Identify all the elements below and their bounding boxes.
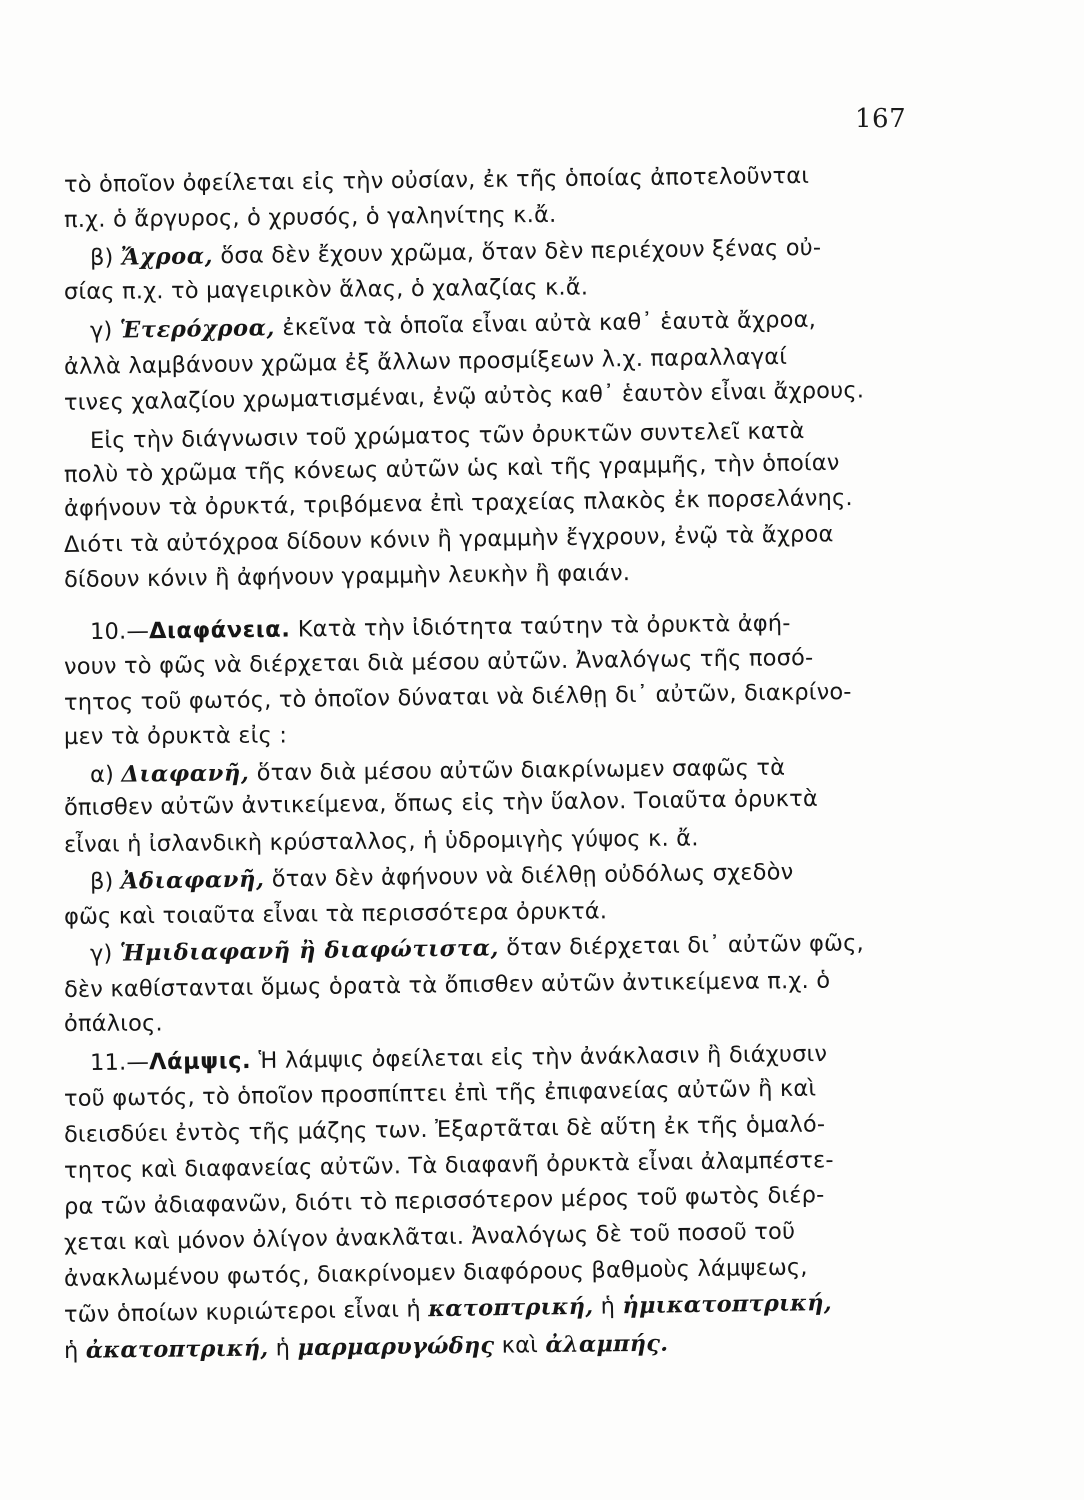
text-run: τητος τοῦ φωτός, τὸ ὁποῖον δύναται νὰ διέλθῃ δι᾽ αὐτῶν, διακρίνο- xyxy=(63,679,852,716)
text-run: γ) xyxy=(89,317,121,344)
emphasized-term: Ἡμιδιαφανῆ ἢ διαφώτιστα, xyxy=(119,935,500,967)
text-line xyxy=(64,716,934,752)
text-line xyxy=(64,374,934,418)
text-run: π.χ. ὁ ἄργυρος, ὁ χρυσός, ὁ γαληνίτης κ.ἄ. xyxy=(63,201,557,233)
text-run: Ἡ λάμψις ὀφείλεται εἰς τὴν ἀνάκλασιν ἢ διάχυσιν xyxy=(251,1040,828,1075)
text-line xyxy=(90,607,934,647)
text-run: ὅσα δὲν ἔχουν χρῶμα, ὅταν δὲν περιέχουν ξένας οὐ- xyxy=(212,234,822,270)
text-run: φῶς καὶ τοιαῦτα εἶναι τὰ περισσότερα ὀρυκτά. xyxy=(63,898,608,930)
text-run: ὅταν δὲν ἀφήνουν νὰ διέλθῃ οὐδόλως σχεδὸν xyxy=(264,859,794,893)
luster-term: ἡμικατοπτρική, xyxy=(622,1289,832,1320)
text-line xyxy=(64,641,934,682)
section-heading: Διαφάνεια. xyxy=(148,616,291,645)
text-run: δίδουν κόνιν ἢ ἀφήνουν γραμμὴν λευκὴν ἢ φαιάν. xyxy=(63,560,631,593)
text-run: καὶ xyxy=(494,1332,546,1359)
text-run: πολὺ τὸ χρῶμα τῆς κόνεως αὐτῶν ὡς καὶ τῆς γραμμῆς, τὴν ὁποίαν xyxy=(63,449,840,488)
text-line xyxy=(64,518,934,560)
text-run: ὀπάλιος. xyxy=(63,1010,163,1037)
emphasized-term: Ἄχροα, xyxy=(120,243,214,271)
text-run: ἡ xyxy=(268,1335,298,1362)
text-line xyxy=(64,269,934,307)
text-line xyxy=(90,927,934,969)
text-run: ὅταν διέρχεται δι᾽ αὐτῶν φῶς, xyxy=(498,930,865,962)
text-run: χεται καὶ μόνον ὀλίγον ἀνακλᾶται. Ἀναλόγως δὲ τοῦ ποσοῦ τοῦ xyxy=(63,1218,796,1256)
luster-term: κατοπτρική, xyxy=(428,1293,594,1323)
text-line xyxy=(64,821,934,860)
text-line xyxy=(90,855,934,897)
text-run: ὅταν διὰ μέσου αὐτῶν διακρίνωμεν σαφῶς τὰ xyxy=(249,754,786,787)
text-line xyxy=(64,1325,934,1366)
text-run: ὄπισθεν αὐτῶν ἀντικείμενα, ὅπως εἰς τὴν ὕαλον. Τοιαῦτα ὀρυκτὰ xyxy=(63,785,819,821)
text-line xyxy=(64,159,934,200)
luster-term: ἀκατοπτρική, xyxy=(85,1335,269,1364)
text-run: ἀφήνουν τὰ ὀρυκτά, τριβόμενα ἐπὶ τραχείας πλακὸς ἐκ πορσελάνης. xyxy=(63,484,853,522)
page-number: 167 xyxy=(855,104,907,134)
text-line xyxy=(90,231,934,273)
text-line xyxy=(64,676,934,718)
emphasized-term: Διαφανῆ, xyxy=(121,760,250,788)
text-line xyxy=(64,482,934,524)
text-run: 10.— xyxy=(89,618,150,645)
section-heading: Λάμψις. xyxy=(148,1048,252,1076)
text-line xyxy=(90,303,934,346)
text-run: εἶναι ἡ ἰσλανδικὴ κρύσταλλος, ἡ ὑδρομιγὴς γύψος κ. ἄ. xyxy=(63,825,699,858)
luster-term: μαρμαρυγώδης xyxy=(297,1332,495,1362)
text-run: ρα τῶν ἀδιαφανῶν, διότι τὸ περισσότερον μέρος τοῦ φωτὸς διέρ- xyxy=(63,1182,825,1220)
text-run: β) xyxy=(89,868,122,895)
text-run: δὲν καθίστανται ὅμως ὁρατὰ τὰ ὄπισθεν αὐτῶν ἀντικείμενα π.χ. ὁ xyxy=(63,967,831,1003)
text-run: διεισδύει ἐντὸς τῆς μάζης των. Ἐξαρτᾶται δὲ αὕτη ἐκ τῆς ὁμαλό- xyxy=(63,1111,826,1148)
text-run: ἡ xyxy=(593,1293,623,1320)
text-line xyxy=(64,1108,934,1150)
text-line xyxy=(64,1072,934,1114)
text-line xyxy=(64,1286,934,1330)
text-line xyxy=(90,1038,934,1078)
text-run: νουν τὸ φῶς νὰ διέρχεται διὰ μέσου αὐτῶν. Ἀναλόγως τῆς ποσό- xyxy=(63,644,814,680)
text-run: τητος καὶ διαφανείας αὐτῶν. Τὰ διαφανῆ ὀρυκτὰ εἶναι ἀλαμπέστε- xyxy=(63,1147,834,1184)
text-run: 11.— xyxy=(89,1049,150,1076)
emphasized-term: Ἀδιαφανῆ, xyxy=(120,866,265,895)
text-line xyxy=(64,554,934,595)
luster-term: ἀλαμπής. xyxy=(545,1330,669,1359)
text-line xyxy=(64,893,934,932)
text-line xyxy=(64,964,934,1005)
text-run: τινες χαλαζίου χρωματισμέναι, ἐνῷ αὐτὸς καθ᾽ ἑαυτὸν εἶναι ἄχρους. xyxy=(63,377,865,416)
text-run: ἡ xyxy=(63,1337,86,1364)
text-line xyxy=(64,1004,934,1039)
text-run: τῶν ὁποίων κυριώτεροι εἶναι ἡ xyxy=(63,1296,429,1328)
text-run: ἀνακλωμένου φωτός, διακρίνομεν διαφόρους βαθμοὺς λάμψεως, xyxy=(63,1254,808,1292)
text-run: γ) xyxy=(89,940,121,967)
text-run: Εἰς τὴν διάγνωσιν τοῦ χρώματος τῶν ὀρυκτῶν συντελεῖ κατὰ xyxy=(89,418,805,454)
text-run: α) xyxy=(89,761,122,788)
text-run: Κατὰ τὴν ἰδιότητα ταύτην τὰ ὀρυκτὰ ἀφή- xyxy=(290,610,791,643)
text-line xyxy=(64,196,934,235)
emphasized-term: Ἑτερόχροα, xyxy=(119,315,276,344)
text-run: Διότι τὰ αὐτόχροα δίδουν κόνιν ἢ γραμμὴν ἔγχρουν, ἐνῷ τὰ ἄχροα xyxy=(63,521,834,558)
text-run: σίας π.χ. τὸ μαγειρικὸν ἅλας, ὁ χαλαζίας κ.ἄ. xyxy=(63,274,589,305)
text-run: β) xyxy=(89,244,122,271)
text-run: τοῦ φωτός, τὸ ὁποῖον προσπίπτει ἐπὶ τῆς ἐπιφανείας αὐτῶν ἢ καὶ xyxy=(63,1075,817,1112)
text-run: τὸ ὁποῖον ὀφείλεται εἰς τὴν οὐσίαν, ἐκ τῆς ὁποίας ἀποτελοῦνται xyxy=(63,162,810,198)
text-run: μεν τὰ ὀρυκτὰ εἰς : xyxy=(63,722,288,750)
text-run: ἐκεῖνα τὰ ὁποῖα εἶναι αὐτὰ καθ᾽ ἑαυτὰ ἄχροα, xyxy=(274,306,817,342)
text-run: ἀλλὰ λαμβάνουν χρῶμα ἐξ ἄλλων προσμίξεων λ.χ. παραλλαγαί xyxy=(63,343,788,380)
